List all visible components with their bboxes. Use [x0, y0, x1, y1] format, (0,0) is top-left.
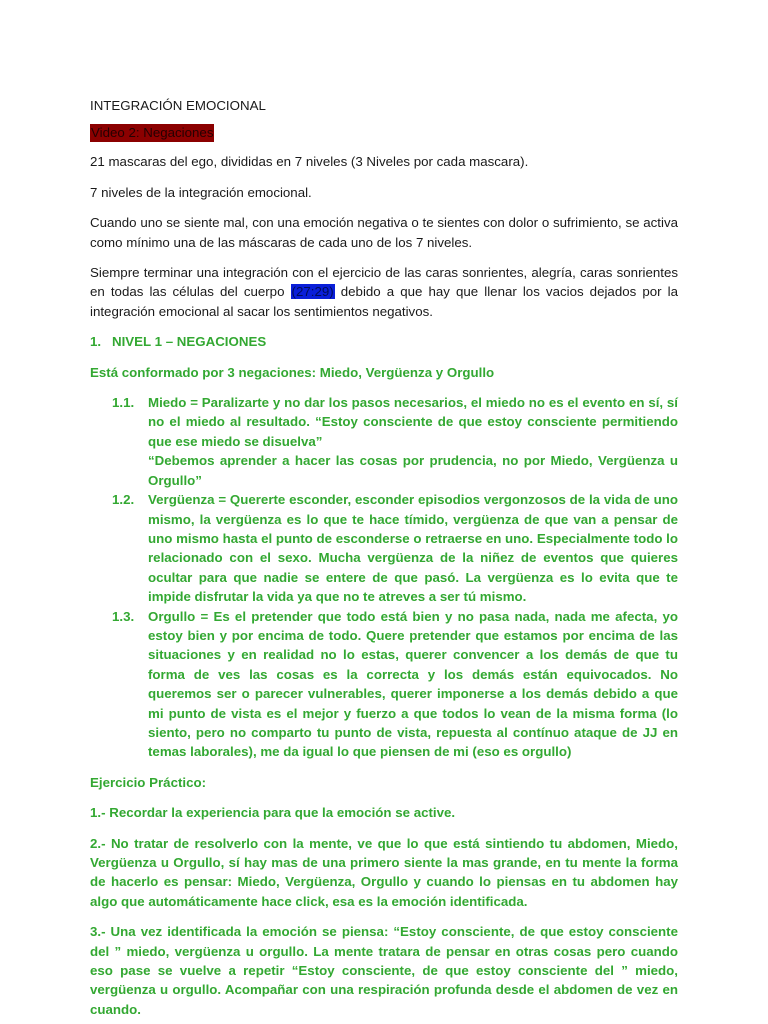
list-item-text: Miedo = Paralizarte y no dar los pasos necesarios, el miedo no es el evento en sí, sí no el miedo al resultado. “Estoy consciente de que estoy consciente permitiendo que ese miedo se disuelva” — [148, 395, 678, 449]
paragraph-activation: Cuando uno se siente mal, con una emoción negativa o te sientes con dolor o sufrimiento, se activa como mínimo una de las máscaras de cada uno de los 7 niveles. — [90, 215, 678, 250]
section-heading-level1 — [90, 332, 678, 351]
exercise-step-3: 3.- Una vez identificada la emoción se piensa: “Estoy consciente, de que estoy consciente del ” miedo, vergüenza u orgullo. La mente tratara de pensar en otras cosas pero cuando eso pase se vuelve a repetir “Estoy consciente, de que estoy consciente del ” miedo, vergüenza u orgullo. Acompañar con una respiración profunda desde el abdomen de vez en cuando. — [90, 924, 678, 1017]
list-item-shame — [112, 490, 678, 606]
timestamp-highlight: (27:29) — [291, 284, 334, 300]
list-item-number: 1.3. — [112, 608, 135, 624]
list-item-pride — [112, 607, 678, 762]
section-number: 1. — [90, 334, 102, 350]
list-item-quote: “Debemos aprender a hacer las cosas por prudencia, no por Miedo, Vergüenza u Orgullo” — [148, 453, 678, 488]
list-item-text: Orgullo = Es el pretender que todo está bien y no pasa nada, nada me afecta, yo estoy bien y por encima de todo. Quere pretender que estamos por encima de las situaciones y en realidad no lo estas, querer convencer a los demás de que tu forma de ves las cosas es la correcta y los demás están equivocados. No queremos ser o parecer vulnerables, querer imponerse a los demás debido a que mi punto de vista es el mejor y fuerzo a que todos lo vean de la misma forma (lo siento, pero no comparto tu punto de vista, repuesta al contínuo ataque de JJ en temas laborales), me da igual lo que piensen de mi (eso es orgullo) — [148, 608, 678, 760]
video-label: Video 2: Negaciones — [91, 125, 214, 141]
paragraph-smiling-faces-part1: Siempre terminar una integración con el ejercicio de las caras sonrientes, alegría, caras sonrientes en todas las células del cuerpo — [90, 265, 678, 300]
paragraph-levels: 7 niveles de la integración emocional. — [90, 184, 312, 200]
list-item-number: 1.1. — [112, 395, 135, 411]
paragraph-masks: 21 mascaras del ego, divididas en 7 niveles (3 Niveles por cada mascara). — [90, 154, 529, 170]
section-title: NIVEL 1 – NEGACIONES — [112, 334, 267, 350]
list-item-number: 1.2. — [112, 492, 135, 508]
exercise-step-1: 1.- Recordar la experiencia para que la emoción se active. — [90, 805, 456, 821]
page-title: INTEGRACIÓN EMOCIONAL — [90, 98, 266, 113]
paragraph-smiling-faces — [90, 263, 678, 321]
exercise-step-2: 2.- No tratar de resolverlo con la mente, ve que lo que está sintiendo tu abdomen, Miedo, Vergüenza u Orgullo, sí hay mas de una primero siente la mas grande, en tu mente la forma de hacerlo es pensar: Miedo, Vergüenza, Orgullo y cuando lo piensas en tu abdomen hay algo que automáticamente hace click, esa es la emoción identificada. — [90, 835, 678, 909]
section-intro: Está conformado por 3 negaciones: Miedo, Vergüenza y Orgullo — [90, 364, 495, 380]
list-item-fear — [112, 393, 678, 490]
exercise-title: Ejercicio Práctico: — [90, 774, 207, 790]
list-item-text: Vergüenza = Quererte esconder, esconder episodios vergonzosos de la vida de uno mismo, la vergüenza es lo que te hace tímido, vergüenza de que van a pensar de uno mismo hasta el punto de esconderse o retraerse en uno. Especialmente todo lo relacionado con el sexo. Mucha vergüenza de la niñez de eventos que quieres ocultar para que nadie se entere de que pasó. La vergüenza es lo evita que te impide disfrutar la vida ya que no te atreves a ser tú mismo. — [148, 492, 678, 605]
paragraph-smiling-faces-part2: debido a que hay que llenar los vacios dejados por la integración emocional al sacar los sentimientos negativos. — [90, 284, 678, 319]
